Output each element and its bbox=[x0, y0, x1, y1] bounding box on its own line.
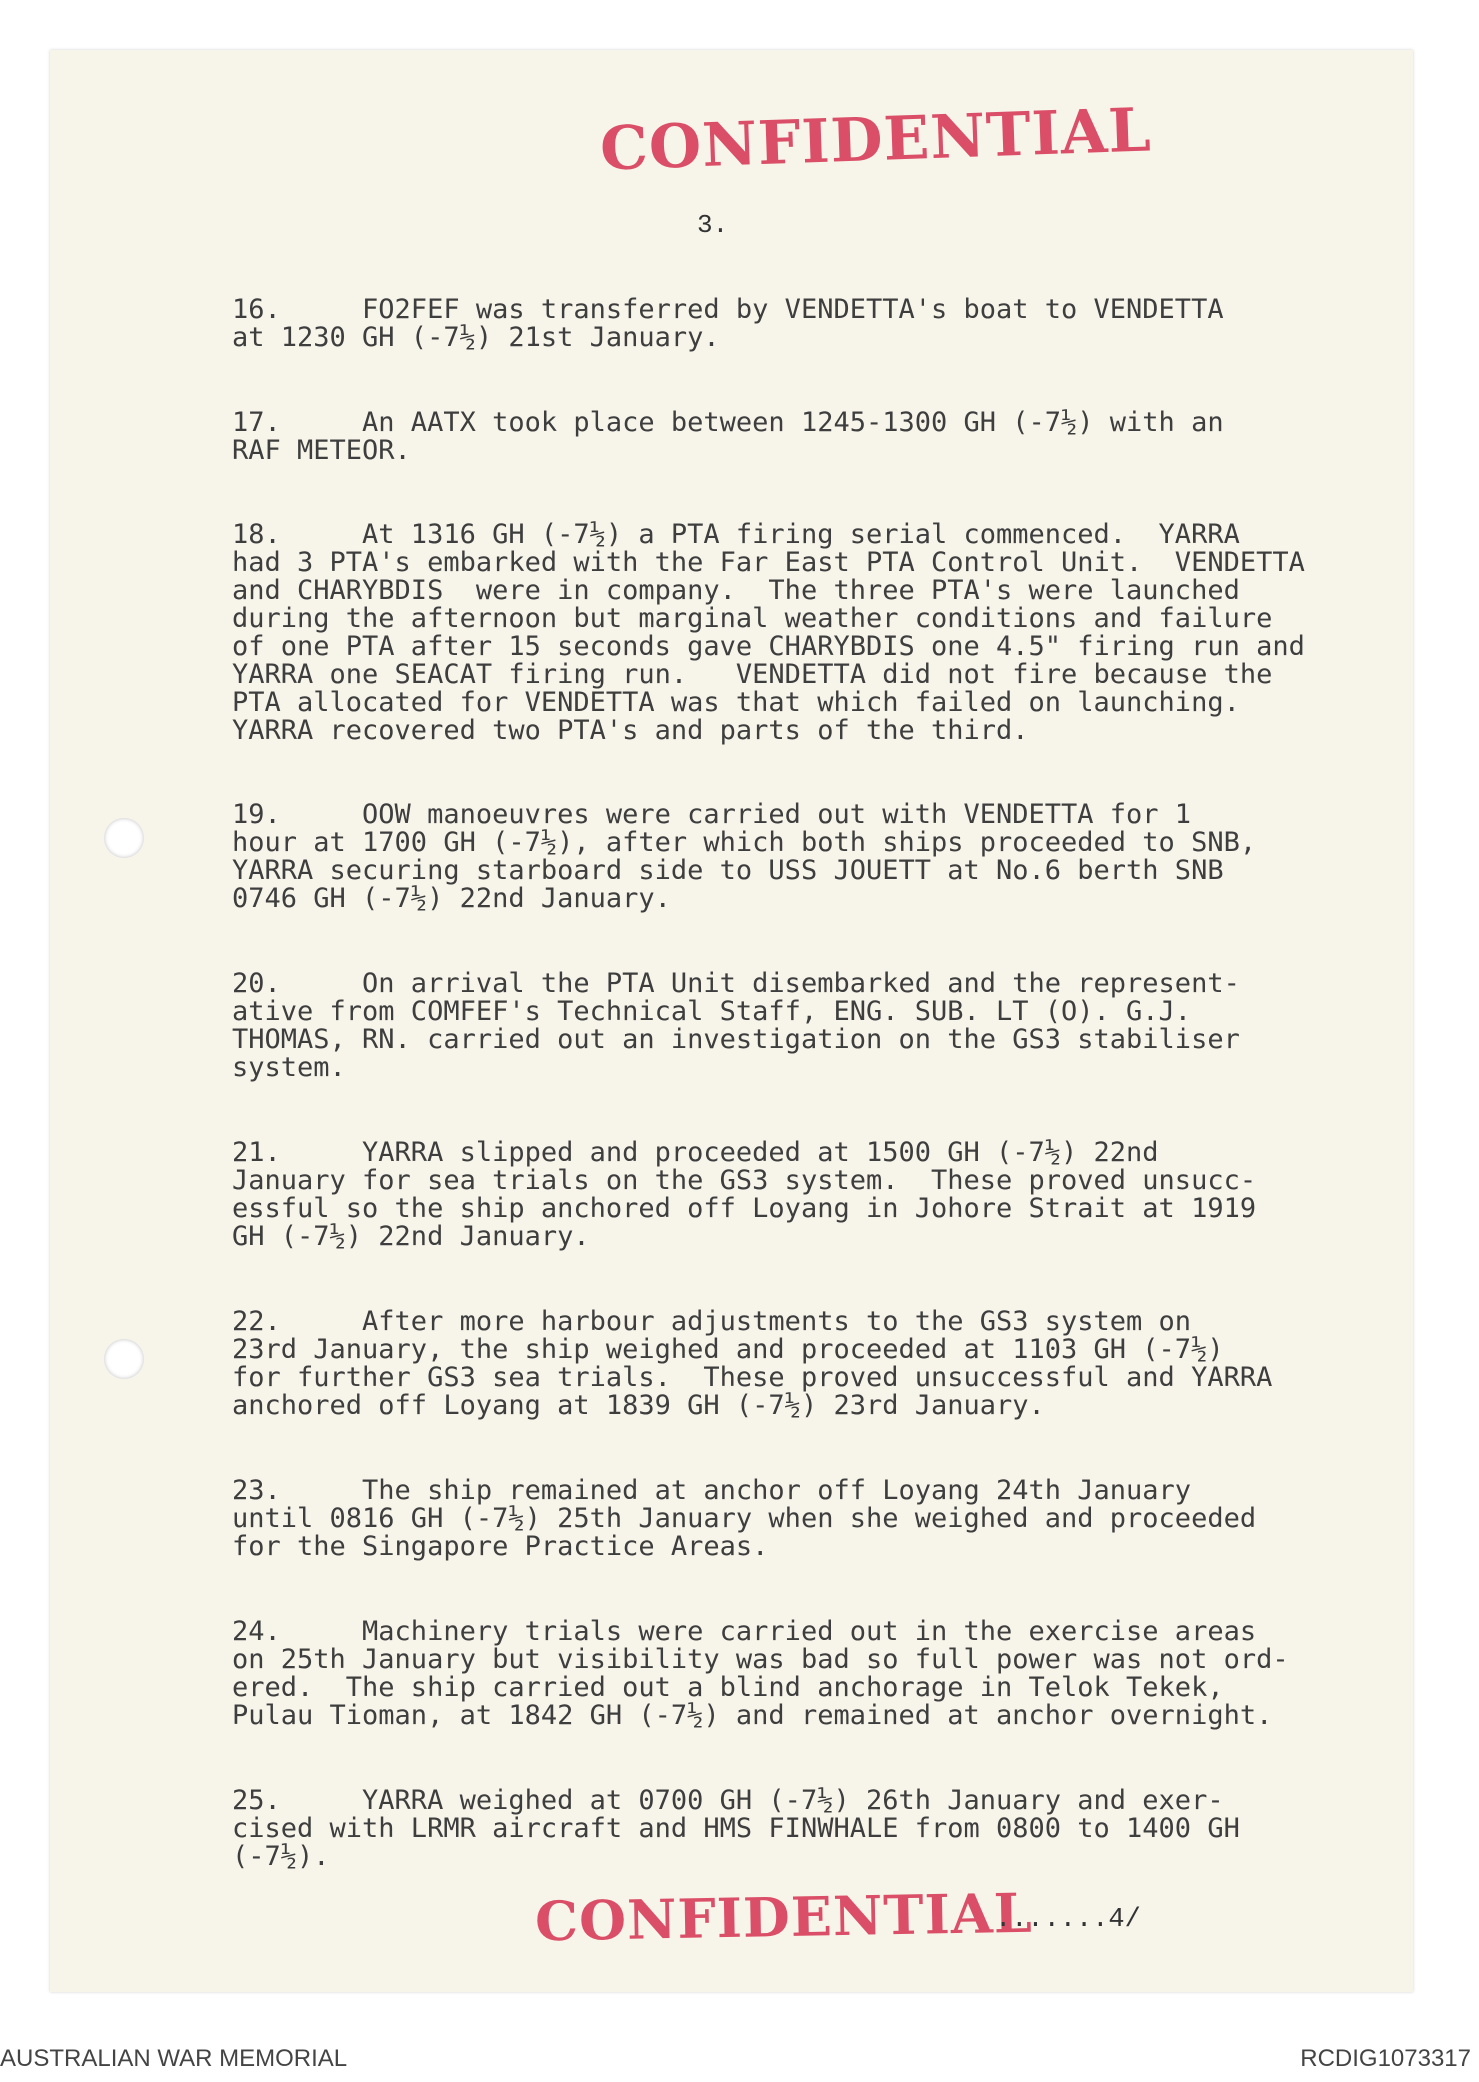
paragraph-24: 24. Machinery trials were carried out in the exercise areas on 25th January but visibility was bad so full power was not ord- ered. The ship carried out a blind anchorage in Telok Tekek, Pulau Tioman, at 1842 GH (-7½) and remained at anchor overnight. bbox=[232, 1616, 1289, 1731]
footer-reference: RCDIG1073317 bbox=[1300, 2045, 1471, 2072]
paragraph-22: 22. After more harbour adjustments to the GS3 system on 23rd January, the ship weighed and proceeded at 1103 GH (-7½) for further GS3 sea trials. These proved unsuccessful and YARRA anchored off Loyang at 1839 GH (-7½) 23rd January. bbox=[232, 1306, 1273, 1421]
continuation-marker: .......4/ bbox=[995, 1905, 1141, 1935]
paragraph-17: 17. An AATX took place between 1245-1300 GH (-7½) with an RAF METEOR. bbox=[232, 407, 1224, 466]
confidential-stamp-top: CONFIDENTIAL bbox=[598, 95, 1153, 185]
punch-hole-upper bbox=[104, 818, 144, 858]
paragraph-23: 23. The ship remained at anchor off Loyang 24th January until 0816 GH (-7½) 25th January when she weighed and proceeded for the Singapore Practice Areas. bbox=[232, 1475, 1257, 1562]
paragraph-19: 19. OOW manoeuvres were carried out with VENDETTA for 1 hour at 1700 GH (-7½), after which both ships proceeded to SNB, YARRA securing starboard side to USS JOUETT at No.6 berth SNB 0746 GH (-7½) 22nd January. bbox=[232, 799, 1257, 914]
page-number: 3. bbox=[697, 210, 729, 240]
paragraph-20: 20. On arrival the PTA Unit disembarked and the represent- ative from COMFEF's Technical Staff, ENG. SUB. LT (O). G.J. THOMAS, RN. carried out an investigation on the GS3 stabiliser system. bbox=[232, 968, 1240, 1083]
paragraph-25: 25. YARRA weighed at 0700 GH (-7½) 26th January and exer- cised with LRMR aircraft and HMS FINWHALE from 0800 to 1400 GH (-7½). bbox=[232, 1785, 1240, 1872]
footer-institution: AUSTRALIAN WAR MEMORIAL bbox=[0, 2045, 348, 2072]
confidential-stamp-bottom: CONFIDENTIAL bbox=[534, 1880, 1034, 1954]
paragraph-18: 18. At 1316 GH (-7½) a PTA firing serial commenced. YARRA had 3 PTA's embarked with the Far East PTA Control Unit. VENDETTA and CHARYBDIS were in company. The three PTA's were launched during the afternoon but marginal weather conditions and failure of one PTA after 15 seconds gave CHARYBDIS one 4.5" firing run and YARRA one SEACAT firing run. VENDETTA did not fire because the PTA allocated for VENDETTA was that which failed on launching. YARRA recovered two PTA's and parts of the third. bbox=[232, 519, 1305, 746]
punch-hole-lower bbox=[104, 1339, 144, 1379]
paragraph-21: 21. YARRA slipped and proceeded at 1500 GH (-7½) 22nd January for sea trials on the GS3 system. These proved unsucc- essful so the ship anchored off Loyang in Johore Strait at 1919 GH (-7½) 22nd January. bbox=[232, 1137, 1257, 1252]
paragraph-16: 16. FO2FEF was transferred by VENDETTA's boat to VENDETTA at 1230 GH (-7½) 21st January. bbox=[232, 294, 1224, 353]
